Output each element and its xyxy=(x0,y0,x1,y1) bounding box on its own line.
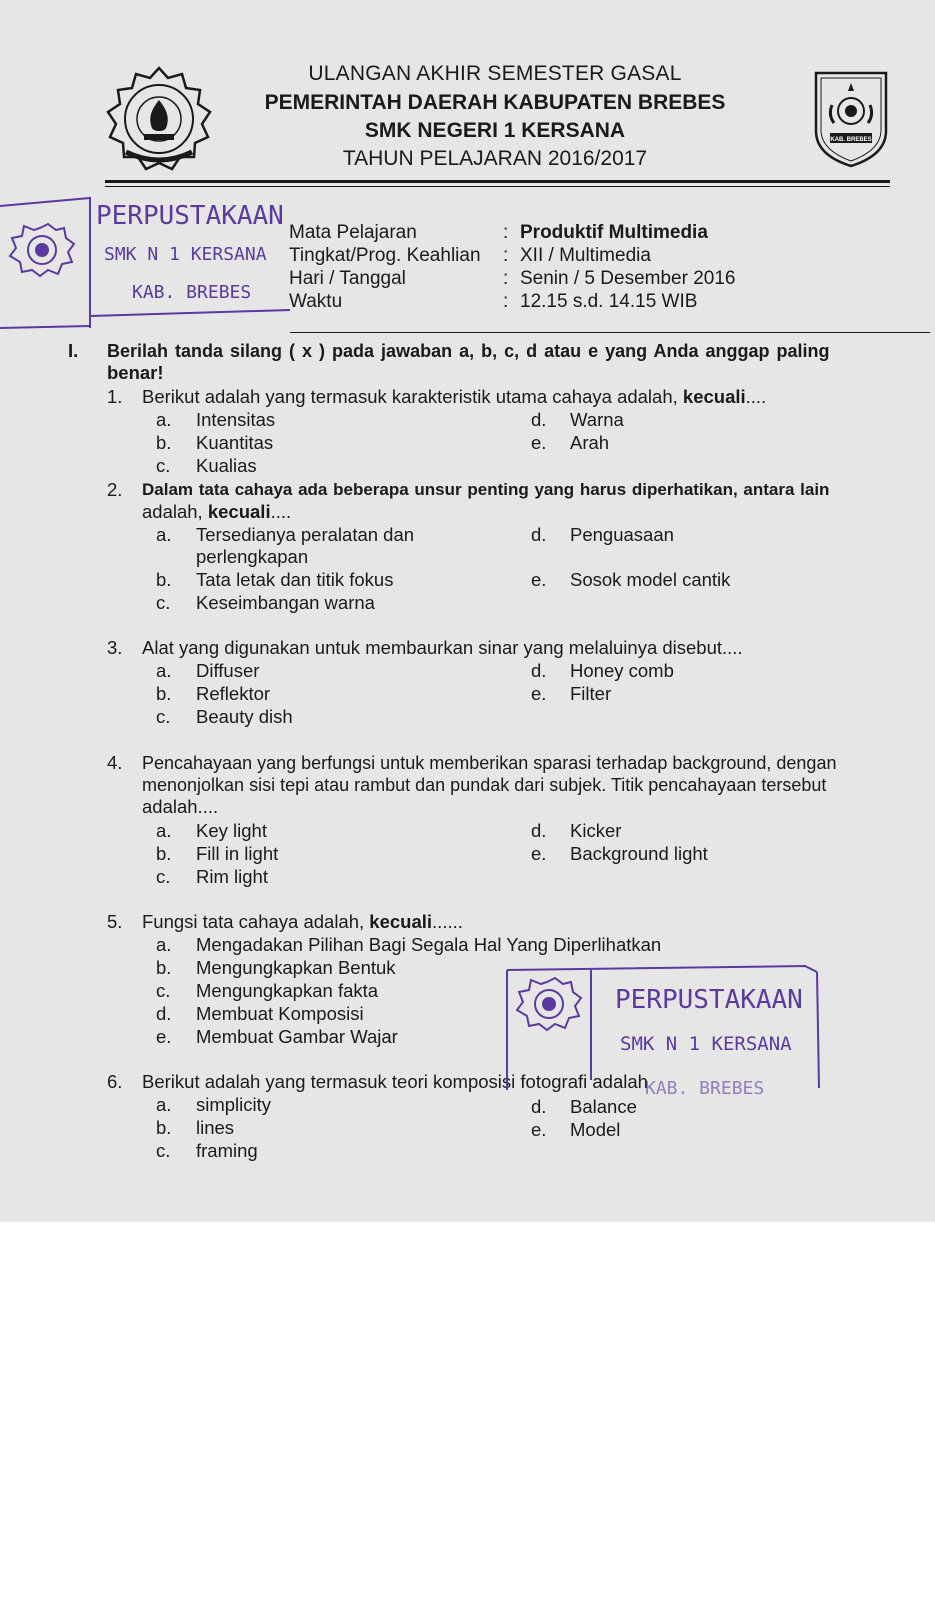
exam-sheet: ULANGAN AKHIR SEMESTER GASAL PEMERINTAH DAERAH KABUPATEN BREBES SMK NEGERI 1 KERSANA TAHUN PELAJARAN 2016/2017 KAB. BREBES PERPUSTAKAAN SMK N 1 KERSANA KAB. BREBES Mata Pelajaran : Produktif Multimedia Tingkat/Prog. Keahlian : XII / Multimedia Hari / Tanggal : Senin / 5 Desember 2016 Waktu : 12.15 s.d. 14.15 WIB I. Berilah tanda silang ( x ) pada jawaban a, b, c, d atau e yang Anda anggap paling benar! 1. Berikut adalah yang termasuk karakteristik utama cahaya adalah, kecuali.... a. Intensitas b. Kuantitas c. Kualias d. Warna e. Arah 2. Dalam tata cahaya ada beberapa unsur penting yang harus diperhatikan, antara lain adalah, kecuali.... a. Tersedianya peralatan dan perlengkapan b. Tata letak dan titik fokus c. Keseimbangan warna d. Penguasaan e. Sosok model cantik 3. Alat yang digunakan untuk membaurkan sinar yang melaluinya disebut.... a. Diffuser b. Reflektor c. Beauty dish d. Honey comb e. Filter 4. Pencahayaan yang berfungsi untuk memberikan sparasi terhadap background, dengan menonjolkan sisi tepi atau rambut dan pundak dari subjek. Titik pencahayaan tersebut adalah.... a. Key light b. Fill in light c. Rim light d. Kicker e. Background light 5. Fungsi tata cahaya adalah, kecuali...... a. Mengadakan Pilihan Bagi Segala Hal Yang Diperlihatkan b. Mengungkapkan Bentuk c. Mengungkapkan fakta d. Membuat Komposisi e. Membuat Gambar Wajar 6. Berikut adalah yang termasuk teori komposisi fotografi adalah a. simplicity b. lines c. framing d. Balance e. Model PERPUSTAKAAN SMK N 1 KERSANA KAB. BREBES xyxy=(0,0,935,1222)
question-number: 2. xyxy=(107,479,123,500)
question-number: 4. xyxy=(107,752,123,773)
info-value-time: 12.15 s.d. 14.15 WIB xyxy=(520,291,698,312)
question-text: Pencahayaan yang berfungsi untuk memberikan sparasi terhadap background, dengan xyxy=(142,753,837,773)
option-a[interactable]: Key light xyxy=(196,820,267,841)
brebes-regency-emblem xyxy=(104,64,214,174)
question-text: Alat yang digunakan untuk membaurkan sinar yang melaluinya disebut.... xyxy=(142,637,743,658)
option-a[interactable]: Mengadakan Pilihan Bagi Segala Hal Yang Diperlihatkan xyxy=(196,934,662,955)
stamp-line1: PERPUSTAKAAN xyxy=(96,201,284,231)
info-label-date: Hari / Tanggal xyxy=(289,268,406,289)
option-e[interactable]: Model xyxy=(570,1119,621,1140)
question-number: 5. xyxy=(107,911,123,932)
option-b[interactable]: Mengungkapkan Bentuk xyxy=(196,957,396,978)
info-value-date: Senin / 5 Desember 2016 xyxy=(520,268,736,289)
library-stamp-lower xyxy=(505,960,825,1110)
option-e[interactable]: Sosok model cantik xyxy=(570,569,731,590)
option-c[interactable]: Kualias xyxy=(196,455,257,476)
library-stamp xyxy=(0,190,300,330)
option-c[interactable]: Mengungkapkan fakta xyxy=(196,980,379,1001)
question-number: 1. xyxy=(107,386,123,407)
question-text: Berikut adalah yang termasuk teori komposisi fotografi adalah xyxy=(142,1071,648,1092)
question-number: 3. xyxy=(107,637,123,658)
header-rule-thick xyxy=(105,180,890,183)
option-b[interactable]: Tata letak dan titik fokus xyxy=(196,569,394,590)
question-text: Berikut adalah yang termasuk karakteristik utama cahaya adalah, kecuali.... xyxy=(142,386,767,407)
option-d[interactable]: Membuat Komposisi xyxy=(196,1003,364,1024)
section-instruction: Berilah tanda silang ( x ) pada jawaban a, b, c, d atau e yang Anda anggap paling xyxy=(107,341,830,361)
option-d[interactable]: Kicker xyxy=(570,820,622,841)
question-text: Dalam tata cahaya ada beberapa unsur penting yang harus diperhatikan, antara lain xyxy=(142,480,830,499)
stamp-line3: KAB. BREBES xyxy=(132,282,252,303)
option-e[interactable]: Arah xyxy=(570,432,610,453)
info-rule xyxy=(290,332,930,333)
option-b[interactable]: lines xyxy=(196,1117,235,1138)
shield-emblem xyxy=(812,69,890,169)
option-a[interactable]: Intensitas xyxy=(196,409,276,430)
option-d[interactable]: Warna xyxy=(570,409,624,430)
shield-caption: KAB. BREBES xyxy=(830,137,872,143)
stamp-line3: KAB. BREBES xyxy=(645,1078,765,1099)
info-label-level: Tingkat/Prog. Keahlian xyxy=(289,245,481,266)
exam-title: ULANGAN AKHIR SEMESTER GASAL xyxy=(308,62,682,85)
section-instruction-cont: benar! xyxy=(107,362,164,383)
info-label-subject: Mata Pelajaran xyxy=(289,222,417,243)
section-number: I. xyxy=(68,340,79,361)
option-b[interactable]: Kuantitas xyxy=(196,432,274,453)
option-a[interactable]: simplicity xyxy=(196,1094,272,1115)
stamp-line1: PERPUSTAKAAN xyxy=(615,985,803,1015)
stamp-emblem-icon xyxy=(517,978,581,1030)
question-number: 6. xyxy=(107,1071,123,1092)
info-label-time: Waktu xyxy=(289,291,343,312)
option-b[interactable]: Reflektor xyxy=(196,683,271,704)
info-value-subject: Produktif Multimedia xyxy=(520,222,708,243)
option-b[interactable]: Fill in light xyxy=(196,843,279,864)
question-text-cont: menonjolkan sisi tepi atau rambut dan pundak dari subjek. Titik pencahayaan tersebut xyxy=(142,775,827,795)
stamp-line2: SMK N 1 KERSANA xyxy=(620,1033,792,1055)
option-d[interactable]: Honey comb xyxy=(570,660,674,681)
question-text-end: adalah.... xyxy=(142,796,219,817)
option-e[interactable]: Background light xyxy=(570,843,708,864)
option-c[interactable]: framing xyxy=(196,1140,258,1161)
option-e[interactable]: Membuat Gambar Wajar xyxy=(196,1026,398,1047)
question-text: Fungsi tata cahaya adalah, kecuali...... xyxy=(142,911,463,932)
option-d[interactable]: Balance xyxy=(570,1096,637,1117)
academic-year: TAHUN PELAJARAN 2016/2017 xyxy=(342,147,648,170)
option-a[interactable]: Diffuser xyxy=(196,660,260,681)
header-rule-thin xyxy=(105,186,890,187)
option-c[interactable]: Beauty dish xyxy=(196,706,293,727)
stamp-emblem-icon xyxy=(10,224,74,276)
school-name: SMK NEGERI 1 KERSANA xyxy=(364,119,626,142)
option-a[interactable]: Tersedianya peralatan dan xyxy=(196,524,415,545)
government-title: PEMERINTAH DAERAH KABUPATEN BREBES xyxy=(264,91,726,114)
option-d[interactable]: Penguasaan xyxy=(570,524,674,545)
info-value-level: XII / Multimedia xyxy=(520,245,651,266)
option-c[interactable]: Keseimbangan warna xyxy=(196,592,375,613)
option-c[interactable]: Rim light xyxy=(196,866,268,887)
stamp-line2: SMK N 1 KERSANA xyxy=(104,244,267,265)
option-e[interactable]: Filter xyxy=(570,683,612,704)
option-a-cont: perlengkapan xyxy=(196,546,309,567)
question-text-cont: adalah, kecuali.... xyxy=(142,501,292,522)
